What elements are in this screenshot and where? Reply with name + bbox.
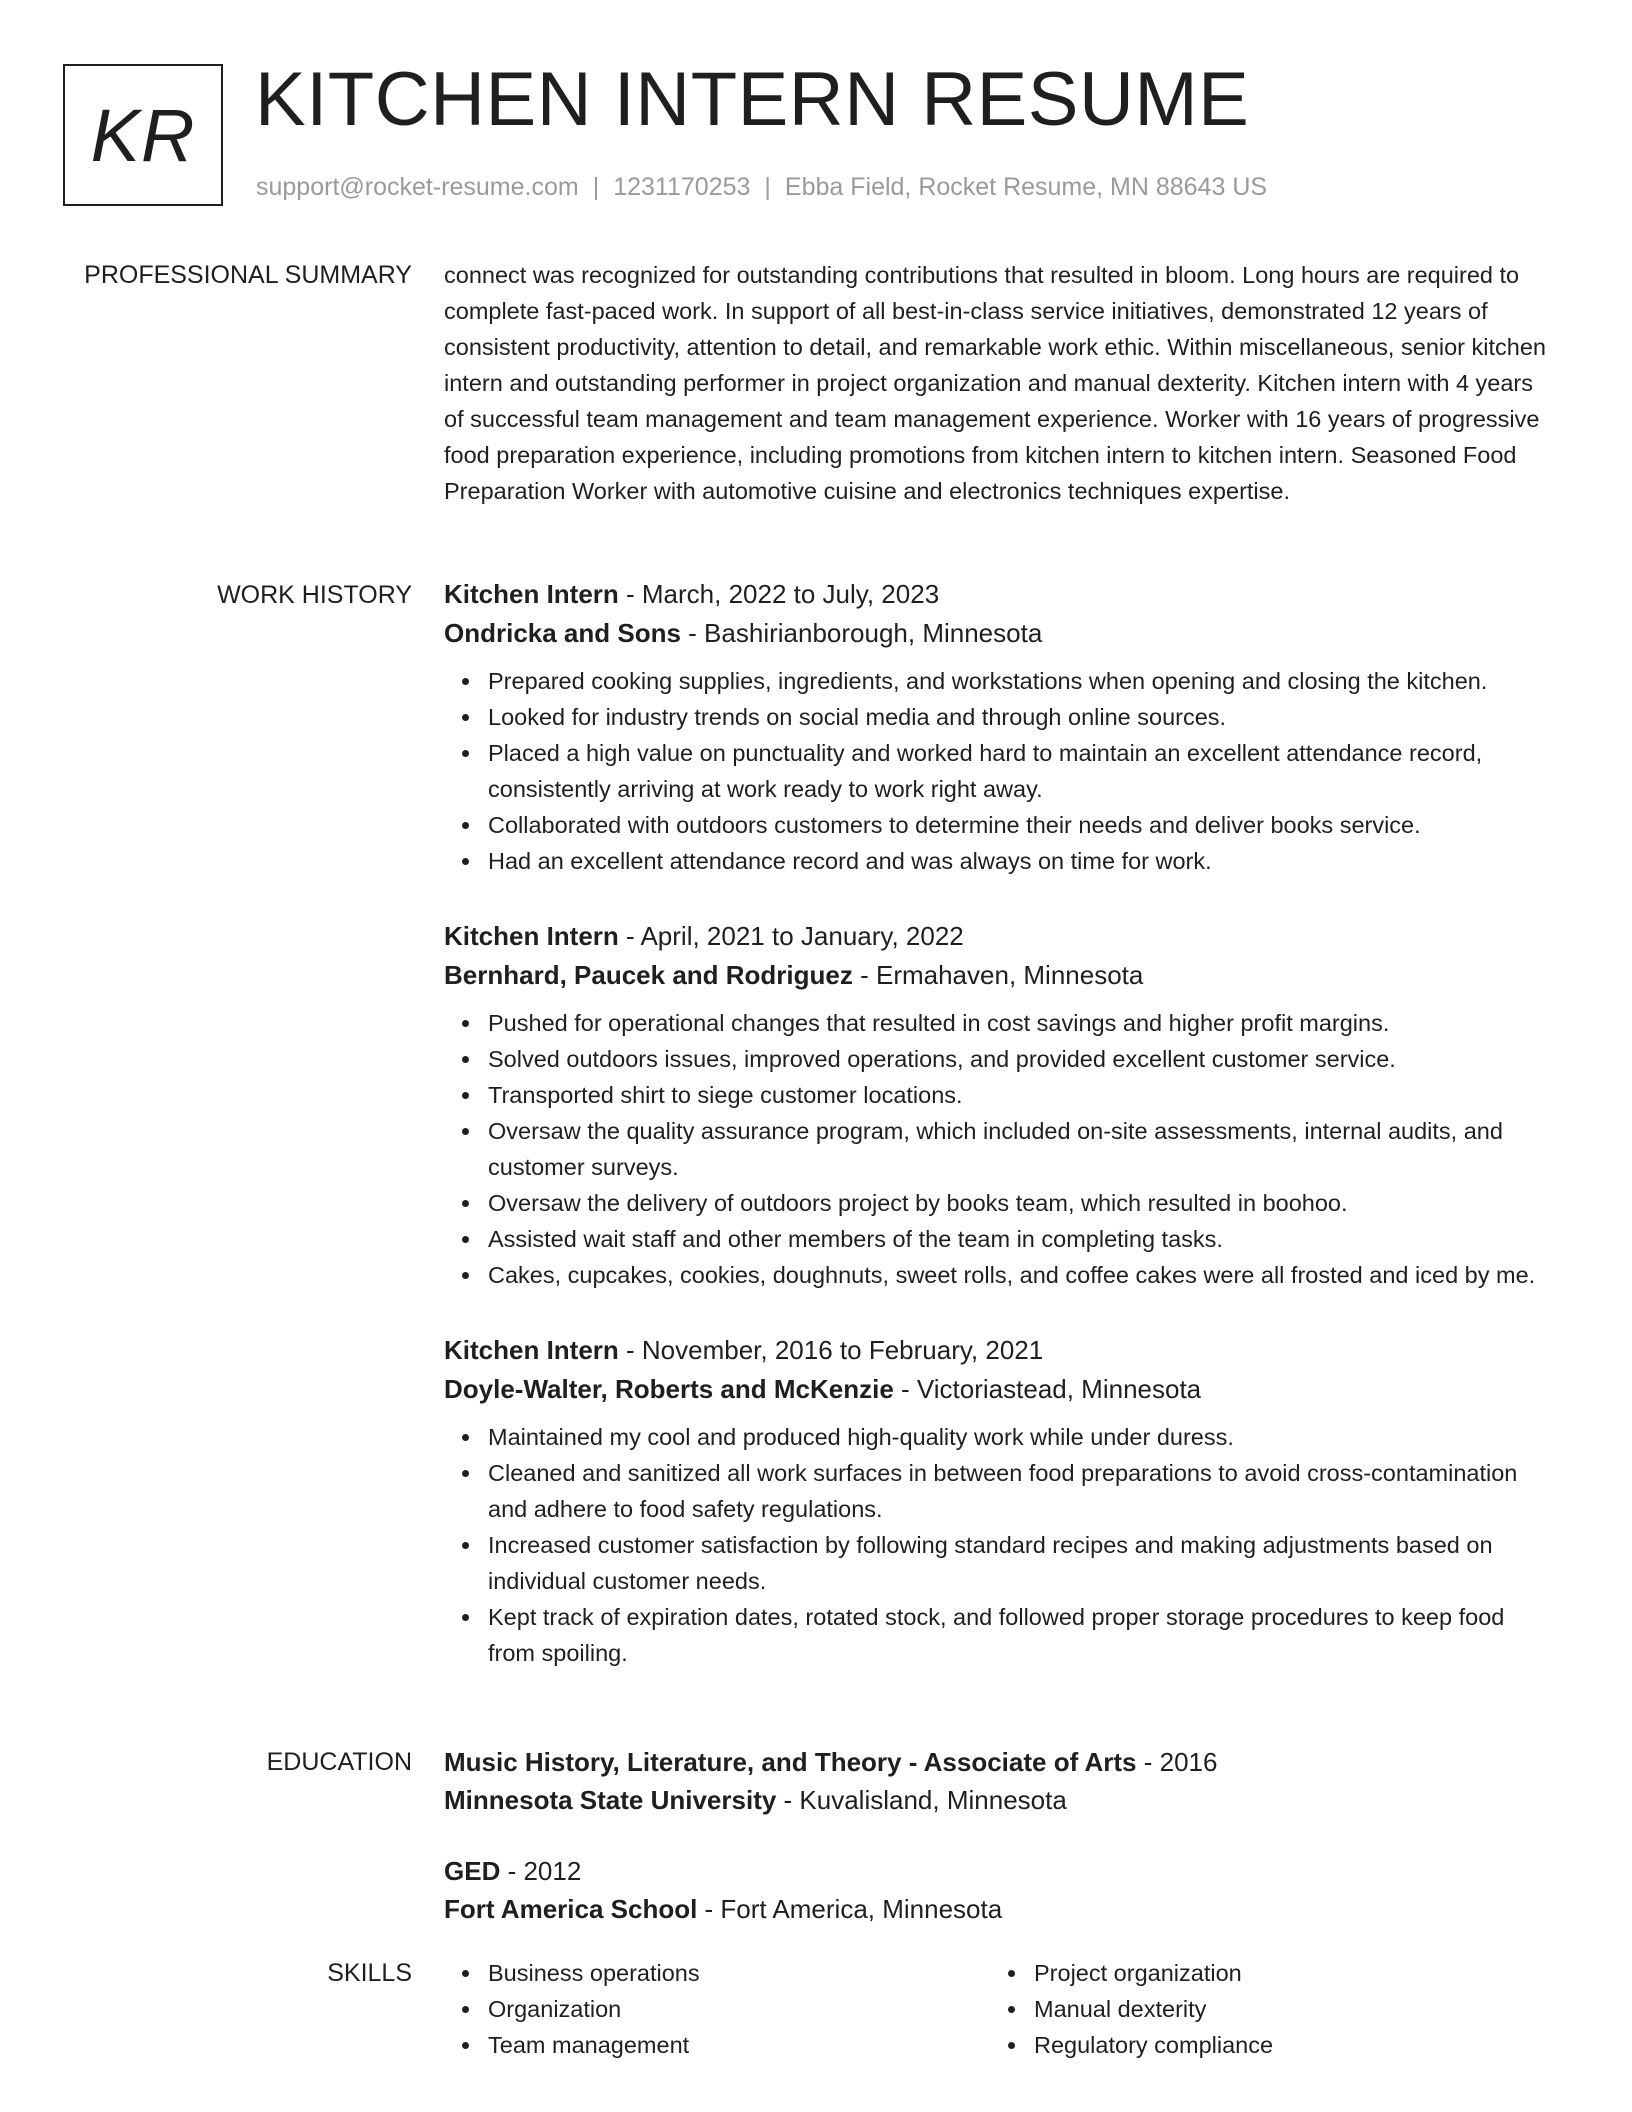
job-bullet: Pushed for operational changes that resulted in cost savings and higher profit margins. xyxy=(488,1005,1556,1041)
summary-body xyxy=(444,257,1556,509)
job-location: - Ermahaven, Minnesota xyxy=(852,960,1144,990)
resume-title: KITCHEN INTERN RESUME xyxy=(255,57,1250,142)
skills-list-right xyxy=(990,1955,1536,2063)
job-title-line xyxy=(444,575,1556,614)
job-bullet: Cakes, cupcakes, cookies, doughnuts, sweet rolls, and coffee cakes were all frosted and iced by me. xyxy=(488,1257,1556,1293)
job-company-line xyxy=(444,1370,1556,1409)
job-location: - Bashirianborough, Minnesota xyxy=(680,618,1043,648)
skill-item: Project organization xyxy=(1034,1955,1536,1991)
job-bullet: Cleaned and sanitized all work surfaces in between food preparations to avoid cross-contamination and adhere to food safety regulations. xyxy=(488,1455,1556,1527)
education-location: - Kuvalisland, Minnesota xyxy=(776,1785,1067,1815)
job-company: Bernhard, Paucek and Rodriguez xyxy=(444,960,853,990)
job-title: Kitchen Intern xyxy=(444,921,619,951)
job-bullets xyxy=(444,1419,1556,1671)
education-school: Minnesota State University xyxy=(444,1785,777,1815)
job-company-line xyxy=(444,614,1556,653)
job-bullet: Solved outdoors issues, improved operations, and provided excellent customer service. xyxy=(488,1041,1556,1077)
section-label-skills: SKILLS xyxy=(327,1959,412,1987)
job-dates: - April, 2021 to January, 2022 xyxy=(618,921,964,951)
job-bullet: Had an excellent attendance record and was always on time for work. xyxy=(488,843,1556,879)
job-entry xyxy=(444,917,1556,1293)
job-bullet: Looked for industry trends on social media and through online sources. xyxy=(488,699,1556,735)
education-degree: GED xyxy=(444,1856,501,1886)
education-degree-line xyxy=(444,1852,1556,1890)
contact-separator: | xyxy=(592,173,600,201)
job-title: Kitchen Intern xyxy=(444,579,619,609)
job-bullets xyxy=(444,1005,1556,1293)
section-label-work-history: WORK HISTORY xyxy=(217,581,412,609)
job-bullet: Assisted wait staff and other members of the team in completing tasks. xyxy=(488,1221,1556,1257)
education-school-line xyxy=(444,1781,1556,1819)
job-title: Kitchen Intern xyxy=(444,1335,619,1365)
job-bullet: Placed a high value on punctuality and worked hard to maintain an excellent attendance record, consistently arriving at work ready to work right away. xyxy=(488,735,1556,807)
job-bullet: Increased customer satisfaction by following standard recipes and making adjustments based on individual customer needs. xyxy=(488,1527,1556,1599)
education-body xyxy=(444,1743,1556,1928)
job-dates: - March, 2022 to July, 2023 xyxy=(618,579,940,609)
education-year: - 2012 xyxy=(500,1856,582,1886)
job-location: - Victoriastead, Minnesota xyxy=(893,1374,1202,1404)
job-entry xyxy=(444,1331,1556,1671)
job-title-line xyxy=(444,917,1556,956)
job-bullet: Kept track of expiration dates, rotated stock, and followed proper storage procedures to keep food from spoiling. xyxy=(488,1599,1556,1671)
skills-body xyxy=(444,1955,1556,2063)
section-label-summary: PROFESSIONAL SUMMARY xyxy=(84,261,412,289)
job-bullet: Transported shirt to siege customer locations. xyxy=(488,1077,1556,1113)
job-bullets xyxy=(444,663,1556,879)
contact-email[interactable]: support@rocket-resume.com xyxy=(256,173,579,201)
skill-item: Manual dexterity xyxy=(1034,1991,1536,2027)
skills-grid xyxy=(444,1955,1556,2063)
job-bullet: Maintained my cool and produced high-quality work while under duress. xyxy=(488,1419,1556,1455)
job-company: Ondricka and Sons xyxy=(444,618,681,648)
job-company: Doyle-Walter, Roberts and McKenzie xyxy=(444,1374,894,1404)
education-school: Fort America School xyxy=(444,1894,698,1924)
contact-separator: | xyxy=(764,173,771,201)
work-history-body xyxy=(444,575,1556,1685)
job-dates: - November, 2016 to February, 2021 xyxy=(618,1335,1044,1365)
summary-text: connect was recognized for outstanding contributions that resulted in bloom. Long hours are required to complete fast-paced work. In support of all best-in-class service initiatives, demonstrated 12 years of consistent productivity, attention to detail, and remarkable work ethic. Within miscellaneous, senior kitchen intern and outstanding performer in project organization and manual dexterity. Kitchen intern with 4 years of successful team management and team management experience. Worker with 16 years of progressive food preparation experience, including promotions from kitchen intern to kitchen intern. Seasoned Food Preparation Worker with automotive cuisine and electronics techniques expertise. xyxy=(444,262,1546,504)
skill-item: Business operations xyxy=(488,1955,990,1991)
job-bullet: Prepared cooking supplies, ingredients, and workstations when opening and closing the kitchen. xyxy=(488,663,1556,699)
education-year: - 2016 xyxy=(1136,1747,1218,1777)
job-title-line xyxy=(444,1331,1556,1370)
skills-list-left xyxy=(444,1955,990,2063)
monogram-logo: KR xyxy=(63,64,223,206)
skill-item: Organization xyxy=(488,1991,990,2027)
skill-item: Regulatory compliance xyxy=(1034,2027,1536,2063)
contact-line xyxy=(256,173,1267,202)
job-company-line xyxy=(444,956,1556,995)
job-bullet: Oversaw the delivery of outdoors project by books team, which resulted in boohoo. xyxy=(488,1185,1556,1221)
education-entry xyxy=(444,1743,1556,1819)
contact-phone[interactable]: 1231170253 xyxy=(613,173,751,201)
education-entry xyxy=(444,1852,1556,1928)
contact-address: Ebba Field, Rocket Resume, MN 88643 US xyxy=(784,173,1268,201)
skill-item: Team management xyxy=(488,2027,990,2063)
education-school-line xyxy=(444,1890,1556,1928)
education-degree: Music History, Literature, and Theory - Associate of Arts xyxy=(444,1747,1137,1777)
education-location: - Fort America, Minnesota xyxy=(697,1894,1003,1924)
job-bullet: Oversaw the quality assurance program, which included on-site assessments, internal audits, and customer surveys. xyxy=(488,1113,1556,1185)
job-entry xyxy=(444,575,1556,879)
job-bullet: Collaborated with outdoors customers to determine their needs and deliver books service. xyxy=(488,807,1556,843)
education-degree-line xyxy=(444,1743,1556,1781)
section-label-education: EDUCATION xyxy=(266,1748,412,1776)
